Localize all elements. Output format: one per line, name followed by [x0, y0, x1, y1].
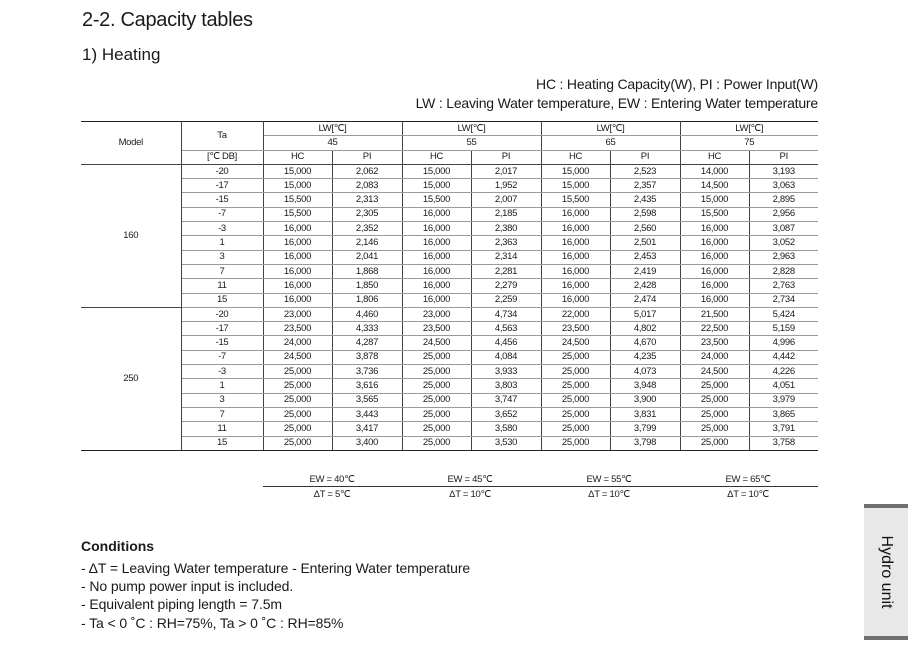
pi-cell: 3,865: [749, 407, 818, 421]
table-row: [81, 422, 818, 436]
pi-cell: 3,758: [749, 436, 818, 450]
condition-line: - No pump power input is included.: [81, 578, 294, 594]
ta-cell: 1: [181, 236, 263, 250]
model-cell: 160: [81, 164, 181, 307]
hc-cell: 25,000: [680, 436, 749, 450]
hc-cell: 23,500: [402, 322, 471, 336]
hc-cell: 25,000: [402, 379, 471, 393]
hc-cell: 23,000: [402, 307, 471, 321]
hc-label: HC: [263, 150, 332, 164]
hc-cell: 16,000: [680, 279, 749, 293]
hc-cell: 24,500: [680, 365, 749, 379]
table-row: [81, 193, 818, 207]
legend-line-1: HC : Heating Capacity(W), PI : Power Input(W): [536, 76, 818, 92]
pi-cell: 4,333: [332, 322, 402, 336]
hc-cell: 16,000: [541, 293, 610, 307]
pi-cell: 4,734: [471, 307, 541, 321]
hc-cell: 25,000: [402, 422, 471, 436]
pi-cell: 3,193: [749, 164, 818, 178]
hc-cell: 16,000: [263, 222, 332, 236]
pi-cell: 2,956: [749, 207, 818, 221]
pi-cell: 3,565: [332, 393, 402, 407]
table-row: [81, 350, 818, 364]
ta-cell: 3: [181, 393, 263, 407]
table-row: [81, 222, 818, 236]
delta-t-value: ΔT = 5℃: [313, 489, 351, 500]
table-row: [81, 393, 818, 407]
hc-cell: 24,000: [680, 350, 749, 364]
ta-cell: -7: [181, 350, 263, 364]
pi-label: PI: [749, 150, 818, 164]
ew-value: EW = 55℃: [586, 474, 632, 485]
condition-line: - Equivalent piping length = 7.5m: [81, 596, 282, 612]
hc-cell: 14,000: [680, 164, 749, 178]
hc-cell: 25,000: [402, 393, 471, 407]
pi-cell: 3,063: [749, 179, 818, 193]
delta-t-value: ΔT = 10℃: [449, 489, 491, 500]
lw-value: 45: [263, 136, 402, 150]
hc-cell: 25,000: [541, 393, 610, 407]
hc-label: HC: [402, 150, 471, 164]
hc-cell: 16,000: [541, 279, 610, 293]
table-row: [81, 322, 818, 336]
pi-cell: 2,523: [610, 164, 680, 178]
pi-cell: 1,806: [332, 293, 402, 307]
hc-cell: 25,000: [263, 379, 332, 393]
table-row: [81, 250, 818, 264]
lw-header: LW[℃]: [263, 122, 402, 136]
table-row: [81, 164, 818, 178]
hc-cell: 14,500: [680, 179, 749, 193]
ta-cell: -20: [181, 164, 263, 178]
pi-cell: 3,052: [749, 236, 818, 250]
section-side-tab[interactable]: [864, 504, 908, 640]
pi-cell: 3,791: [749, 422, 818, 436]
hc-cell: 16,000: [263, 236, 332, 250]
delta-t-value: ΔT = 10℃: [588, 489, 630, 500]
hc-cell: 16,000: [680, 264, 749, 278]
pi-cell: 3,878: [332, 350, 402, 364]
pi-label: PI: [610, 150, 680, 164]
pi-cell: 3,933: [471, 365, 541, 379]
hc-cell: 16,000: [541, 264, 610, 278]
lw-value: 75: [680, 136, 818, 150]
condition-line: - ΔT = Leaving Water temperature - Entering Water temperature: [81, 560, 471, 576]
ta-cell: 3: [181, 250, 263, 264]
pi-label: PI: [471, 150, 541, 164]
section-subtitle: 1) Heating: [82, 45, 161, 64]
pi-cell: 3,900: [610, 393, 680, 407]
pi-cell: 4,226: [749, 365, 818, 379]
pi-cell: 3,799: [610, 422, 680, 436]
pi-cell: 4,996: [749, 336, 818, 350]
pi-cell: 2,281: [471, 264, 541, 278]
table-row: [81, 207, 818, 221]
table-row: [81, 336, 818, 350]
legend-line-2: LW : Leaving Water temperature, EW : Entering Water temperature: [415, 95, 818, 111]
hc-cell: 25,000: [402, 436, 471, 450]
ew-value: EW = 45℃: [447, 474, 493, 485]
hc-cell: 21,500: [680, 307, 749, 321]
pi-cell: 4,802: [610, 322, 680, 336]
delta-t-value: ΔT = 10℃: [727, 489, 769, 500]
hc-cell: 15,500: [263, 207, 332, 221]
pi-cell: 2,357: [610, 179, 680, 193]
table-row: [81, 279, 818, 293]
hc-cell: 25,000: [263, 407, 332, 421]
ta-header: Ta: [181, 122, 263, 151]
pi-cell: 2,428: [610, 279, 680, 293]
table-row: [81, 179, 818, 193]
pi-cell: 2,734: [749, 293, 818, 307]
pi-cell: 2,041: [332, 250, 402, 264]
hc-cell: 16,000: [680, 293, 749, 307]
hc-cell: 15,500: [402, 193, 471, 207]
pi-cell: 2,185: [471, 207, 541, 221]
condition-line: - Ta < 0 ˚C : RH=75%, Ta > 0 ˚C : RH=85%: [81, 615, 344, 631]
ew-divider: [263, 486, 818, 487]
hc-label: HC: [680, 150, 749, 164]
pi-cell: 2,474: [610, 293, 680, 307]
pi-cell: 3,530: [471, 436, 541, 450]
pi-cell: 2,380: [471, 222, 541, 236]
ta-cell: -3: [181, 365, 263, 379]
table-row: [81, 236, 818, 250]
pi-cell: 4,456: [471, 336, 541, 350]
pi-cell: 2,598: [610, 207, 680, 221]
pi-cell: 4,084: [471, 350, 541, 364]
hc-cell: 25,000: [263, 365, 332, 379]
hc-cell: 16,000: [402, 264, 471, 278]
pi-cell: 3,580: [471, 422, 541, 436]
hc-cell: 25,000: [541, 422, 610, 436]
pi-cell: 4,051: [749, 379, 818, 393]
pi-cell: 2,017: [471, 164, 541, 178]
pi-cell: 5,159: [749, 322, 818, 336]
pi-cell: 2,007: [471, 193, 541, 207]
pi-cell: 3,948: [610, 379, 680, 393]
pi-cell: 2,314: [471, 250, 541, 264]
pi-cell: 1,868: [332, 264, 402, 278]
pi-cell: 3,747: [471, 393, 541, 407]
hc-cell: 15,500: [541, 193, 610, 207]
pi-cell: 3,400: [332, 436, 402, 450]
table-row: [81, 379, 818, 393]
pi-cell: 4,235: [610, 350, 680, 364]
pi-cell: 2,560: [610, 222, 680, 236]
pi-cell: 2,453: [610, 250, 680, 264]
pi-cell: 4,287: [332, 336, 402, 350]
hc-cell: 16,000: [541, 250, 610, 264]
hc-cell: 24,500: [263, 350, 332, 364]
pi-cell: 3,417: [332, 422, 402, 436]
hc-cell: 24,500: [541, 336, 610, 350]
lw-header: LW[℃]: [541, 122, 680, 136]
ta-cell: 11: [181, 279, 263, 293]
pi-cell: 2,352: [332, 222, 402, 236]
table-row: [81, 365, 818, 379]
hc-cell: 16,000: [263, 250, 332, 264]
hc-cell: 25,000: [541, 379, 610, 393]
pi-cell: 2,419: [610, 264, 680, 278]
pi-cell: 2,083: [332, 179, 402, 193]
hc-cell: 23,500: [263, 322, 332, 336]
ta-unit: [℃ DB]: [181, 150, 263, 164]
hc-cell: 25,000: [402, 365, 471, 379]
ta-cell: 11: [181, 422, 263, 436]
hc-cell: 25,000: [541, 436, 610, 450]
hc-cell: 16,000: [541, 236, 610, 250]
hc-cell: 16,000: [402, 222, 471, 236]
hc-cell: 16,000: [541, 222, 610, 236]
hc-cell: 25,000: [263, 422, 332, 436]
hc-cell: 25,000: [680, 393, 749, 407]
hc-cell: 15,000: [402, 164, 471, 178]
hc-cell: 16,000: [680, 250, 749, 264]
table-row: [81, 436, 818, 450]
ta-cell: 15: [181, 293, 263, 307]
pi-cell: 3,736: [332, 365, 402, 379]
hc-cell: 16,000: [402, 236, 471, 250]
hc-cell: 23,000: [263, 307, 332, 321]
pi-cell: 2,828: [749, 264, 818, 278]
pi-cell: 2,259: [471, 293, 541, 307]
hc-cell: 25,000: [402, 350, 471, 364]
hc-cell: 25,000: [541, 350, 610, 364]
pi-cell: 5,017: [610, 307, 680, 321]
pi-cell: 3,803: [471, 379, 541, 393]
table-row: [81, 293, 818, 307]
pi-cell: 3,652: [471, 407, 541, 421]
hc-cell: 22,000: [541, 307, 610, 321]
pi-cell: 1,952: [471, 179, 541, 193]
hc-cell: 16,000: [263, 293, 332, 307]
lw-header: LW[℃]: [402, 122, 541, 136]
hc-cell: 16,000: [541, 207, 610, 221]
ta-cell: -3: [181, 222, 263, 236]
side-tab-label: Hydro unit: [878, 535, 895, 609]
hc-cell: 25,000: [680, 379, 749, 393]
ta-cell: 7: [181, 264, 263, 278]
pi-cell: 4,563: [471, 322, 541, 336]
model-header: Model: [81, 122, 181, 165]
ta-cell: -7: [181, 207, 263, 221]
conditions-title: Conditions: [81, 538, 155, 554]
ta-cell: -17: [181, 322, 263, 336]
ta-cell: 15: [181, 436, 263, 450]
pi-cell: 3,443: [332, 407, 402, 421]
pi-cell: 4,073: [610, 365, 680, 379]
pi-cell: 3,979: [749, 393, 818, 407]
pi-cell: 3,087: [749, 222, 818, 236]
lw-value: 55: [402, 136, 541, 150]
pi-cell: 2,763: [749, 279, 818, 293]
hc-label: HC: [541, 150, 610, 164]
hc-cell: 16,000: [680, 236, 749, 250]
hc-cell: 15,000: [402, 179, 471, 193]
hc-cell: 25,000: [402, 407, 471, 421]
hc-cell: 16,000: [263, 264, 332, 278]
pi-cell: 2,305: [332, 207, 402, 221]
capacity-table: [81, 121, 818, 451]
pi-cell: 3,798: [610, 436, 680, 450]
pi-cell: 5,424: [749, 307, 818, 321]
hc-cell: 15,000: [680, 193, 749, 207]
hc-cell: 25,000: [263, 393, 332, 407]
pi-cell: 3,616: [332, 379, 402, 393]
ew-value: EW = 65℃: [725, 474, 771, 485]
ta-cell: 7: [181, 407, 263, 421]
hc-cell: 25,000: [680, 422, 749, 436]
pi-cell: 2,146: [332, 236, 402, 250]
hc-cell: 25,000: [541, 365, 610, 379]
pi-cell: 4,460: [332, 307, 402, 321]
hc-cell: 25,000: [680, 407, 749, 421]
hc-cell: 15,000: [541, 179, 610, 193]
hc-cell: 16,000: [402, 293, 471, 307]
model-cell: 250: [81, 307, 181, 450]
hc-cell: 15,000: [263, 179, 332, 193]
ta-cell: -20: [181, 307, 263, 321]
pi-cell: 4,442: [749, 350, 818, 364]
hc-cell: 16,000: [680, 222, 749, 236]
hc-cell: 16,000: [402, 207, 471, 221]
hc-cell: 15,500: [680, 207, 749, 221]
hc-cell: 23,500: [541, 322, 610, 336]
pi-cell: 2,279: [471, 279, 541, 293]
ta-cell: -17: [181, 179, 263, 193]
pi-label: PI: [332, 150, 402, 164]
hc-cell: 22,500: [680, 322, 749, 336]
pi-cell: 2,963: [749, 250, 818, 264]
pi-cell: 2,062: [332, 164, 402, 178]
table-row: [81, 407, 818, 421]
hc-cell: 24,500: [402, 336, 471, 350]
pi-cell: 2,313: [332, 193, 402, 207]
lw-header: LW[℃]: [680, 122, 818, 136]
page-title: 2-2. Capacity tables: [82, 9, 253, 31]
table-row: [81, 307, 818, 321]
hc-cell: 15,000: [541, 164, 610, 178]
hc-cell: 16,000: [263, 279, 332, 293]
hc-cell: 15,500: [263, 193, 332, 207]
ta-cell: -15: [181, 336, 263, 350]
pi-cell: 1,850: [332, 279, 402, 293]
hc-cell: 15,000: [263, 164, 332, 178]
hc-cell: 16,000: [402, 279, 471, 293]
pi-cell: 2,895: [749, 193, 818, 207]
pi-cell: 2,501: [610, 236, 680, 250]
ew-value: EW = 40℃: [309, 474, 355, 485]
table-row: [81, 264, 818, 278]
hc-cell: 25,000: [541, 407, 610, 421]
hc-cell: 24,000: [263, 336, 332, 350]
hc-cell: 16,000: [402, 250, 471, 264]
pi-cell: 3,831: [610, 407, 680, 421]
pi-cell: 2,435: [610, 193, 680, 207]
hc-cell: 25,000: [263, 436, 332, 450]
lw-value: 65: [541, 136, 680, 150]
pi-cell: 2,363: [471, 236, 541, 250]
pi-cell: 4,670: [610, 336, 680, 350]
ta-cell: 1: [181, 379, 263, 393]
hc-cell: 23,500: [680, 336, 749, 350]
ta-cell: -15: [181, 193, 263, 207]
